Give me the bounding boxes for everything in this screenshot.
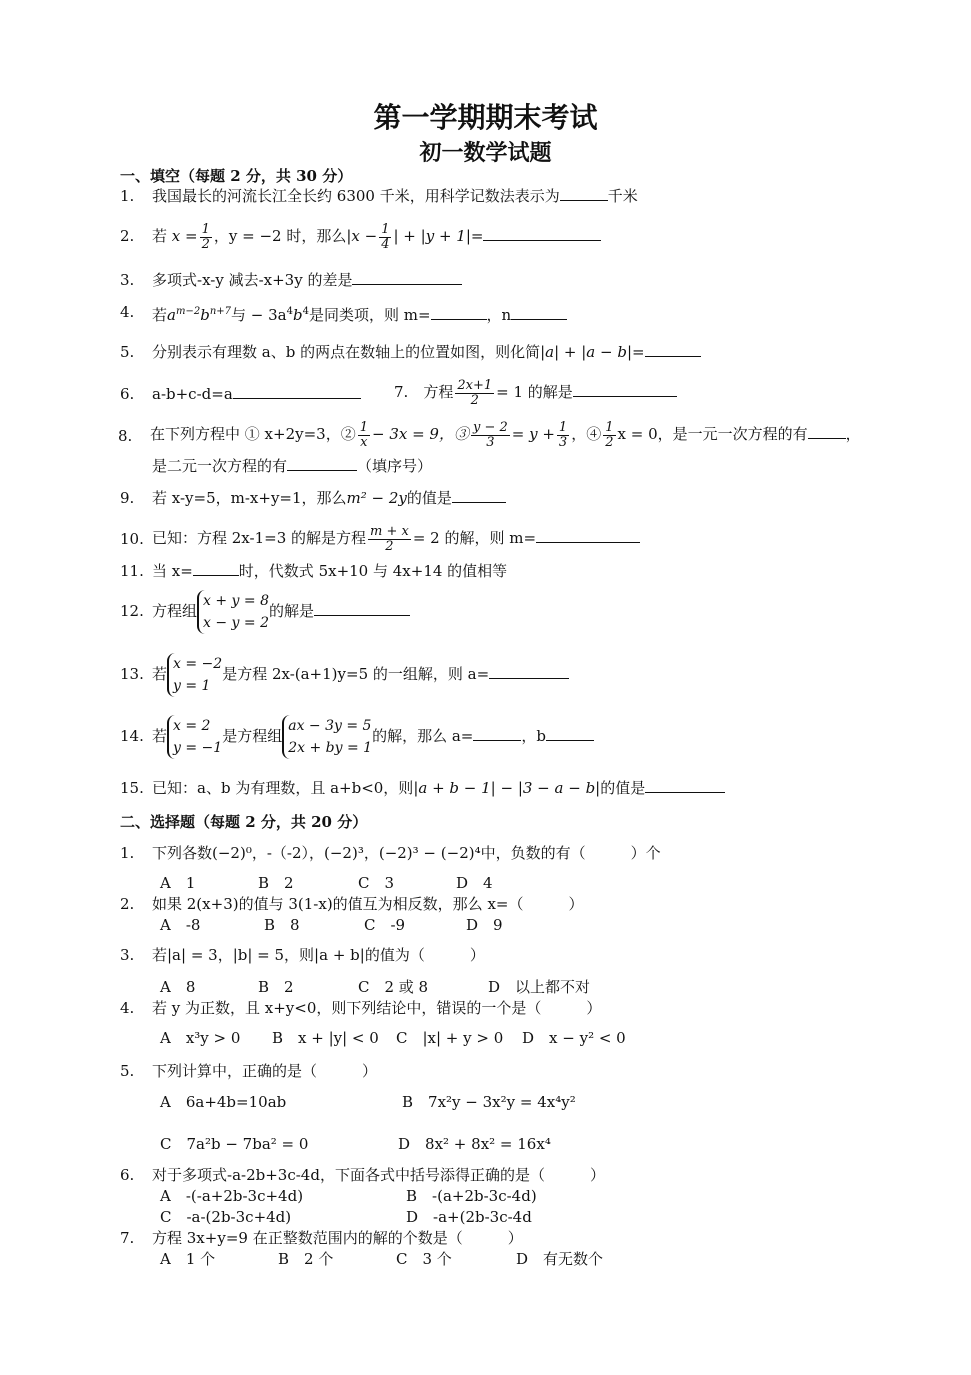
q4-blank-n[interactable] (511, 305, 567, 320)
q12-system (197, 590, 269, 634)
q15-blank[interactable] (645, 778, 725, 793)
q8-number: 8. (118, 427, 133, 445)
q2-expr2: | + |y + 1|= (393, 227, 484, 245)
c7-text: 方程 3x+y=9 在正整数范围内的解的个数是（ ） (152, 1229, 523, 1247)
c7-number: 7. (120, 1229, 135, 1247)
q4-b2: b (292, 306, 303, 324)
q10-text (152, 518, 640, 558)
q15-number: 15. (120, 779, 144, 797)
q11-number: 11. (120, 562, 144, 580)
q8-frac2 (471, 421, 510, 450)
q7-frac-num: 2x+1 (457, 377, 493, 393)
q8-pre: 在下列方程中 ① x+2y=3，② (150, 425, 356, 443)
q13-pre: 若 (152, 665, 168, 683)
c3-text: 若|a| = 3，|b| = 5，则|a + b|的值为（ ） (152, 946, 485, 964)
q8-frac3-num: 1 (558, 419, 568, 435)
q4-tail: 是同类项，则 m= (308, 306, 431, 324)
q12-eq2: x − y = 2 (203, 615, 269, 631)
q15-text (152, 778, 725, 798)
q14-tail: 的解，那么 a= (372, 727, 474, 745)
c2-option-d[interactable]: D 9 (466, 916, 503, 934)
c5-text: 下列计算中，正确的是（ ） (152, 1062, 378, 1080)
q14-eq2: y = −1 (173, 740, 223, 756)
c7-option-c[interactable]: C 3 个 (396, 1250, 452, 1268)
q7-text (394, 372, 677, 412)
exam-subtitle: 初一数学试题 (419, 140, 552, 166)
q14-eq4: 2x + by = 1 (288, 740, 373, 756)
q9-pre: 若 x-y=5，m-x+y=1，那么 (152, 489, 347, 507)
q5-text (152, 342, 701, 362)
q4-exp2: n+7 (209, 306, 231, 317)
q9-text (152, 488, 506, 508)
q2-expr1: |x − (346, 227, 378, 245)
q8-m3: ，④ (571, 425, 602, 443)
q9-expr: m² − 2y (346, 489, 407, 507)
q5-stem: 分别表示有理数 a、b 的两点在数轴上的位置如图，则化简 (152, 343, 541, 361)
q5-blank[interactable] (645, 342, 701, 357)
q4-exp4: 4 (302, 306, 309, 317)
q13-tail: 是方程 2x-(a+1)y=5 的一组解，则 a= (222, 665, 490, 683)
c2-option-a[interactable]: A -8 (160, 916, 201, 934)
q10-blank[interactable] (536, 528, 640, 543)
q11-tail: 时，代数式 5x+10 与 4x+14 的值相等 (238, 562, 508, 580)
q2-frac2-num: 1 (381, 221, 390, 237)
q2-frac1-num: 1 (201, 221, 210, 237)
q12-eq1: x + y = 8 (203, 593, 269, 609)
q2-frac2 (379, 223, 391, 252)
q6-text (152, 384, 361, 404)
q4-mid: 与 − 3a (231, 306, 287, 324)
c4-option-c[interactable]: C |x| + y > 0 (396, 1029, 504, 1047)
q4-a: a (167, 306, 176, 324)
c1-option-b[interactable]: B 2 (258, 874, 294, 892)
q13-eq1: x = −2 (173, 656, 223, 672)
q6-number: 6. (120, 385, 135, 403)
q8-frac3 (557, 421, 569, 450)
c6-option-c[interactable]: C -a-(2b-3c+4d) (160, 1208, 292, 1226)
q12-text (152, 586, 410, 636)
c1-number: 1. (120, 844, 135, 862)
q2-pre: 若 (152, 227, 168, 245)
q2-text (152, 217, 601, 255)
q8-frac4 (603, 421, 615, 450)
q11-pre: 当 x= (152, 562, 193, 580)
c6-option-d[interactable]: D -a+(2b-3c-4d (406, 1208, 532, 1226)
c7-option-a[interactable]: A 1 个 (160, 1250, 216, 1268)
c7-option-d[interactable]: D 有无数个 (516, 1250, 604, 1268)
q4-text (152, 302, 567, 325)
q12-pre: 方程组 (152, 602, 198, 620)
section1-heading: 一、填空（每题 2 分，共 30 分） (120, 167, 353, 185)
exam-title: 第一学期期末考试 (373, 101, 598, 134)
c7-option-b[interactable]: B 2 个 (278, 1250, 334, 1268)
q1-number: 1. (120, 187, 135, 205)
q2-blank[interactable] (483, 226, 601, 241)
c1-option-d[interactable]: D 4 (456, 874, 493, 892)
q4-blank-m[interactable] (431, 305, 487, 320)
q8-hint: （填序号） (357, 457, 433, 475)
q3-stem: 多项式-x-y 减去-x+3y 的差是 (152, 271, 353, 289)
q1-blank[interactable] (560, 186, 608, 201)
q15-tail: 的值是 (600, 779, 646, 797)
q7-frac-den: 2 (470, 392, 479, 408)
q15-pre: 已知：a、b 为有理数，且 a+b<0，则 (152, 779, 414, 797)
q5-number: 5. (120, 343, 135, 361)
c4-option-b[interactable]: B x + |y| < 0 (272, 1029, 379, 1047)
q13-blank[interactable] (489, 664, 569, 679)
q9-number: 9. (120, 489, 135, 507)
q8-comma: ， (845, 425, 861, 443)
q7-tail: = 1 的解是 (496, 383, 573, 401)
q4-b: b (200, 306, 210, 324)
q14-pre: 若 (152, 727, 168, 745)
q8-m1: − 3x = 9，③ (371, 425, 469, 443)
q8-m4: x = 0，是一元一次方程的有 (617, 425, 808, 443)
q1-stem: 我国最长的河流长江全长约 6300 千米，用科学记数法表示为 (152, 187, 560, 205)
c2-option-b[interactable]: B 8 (264, 916, 300, 934)
c2-number: 2. (120, 895, 135, 913)
q8-line2 (152, 456, 432, 476)
q14-number: 14. (120, 727, 144, 745)
q2-mid: ，y = −2 时，那么 (213, 227, 347, 245)
q3-blank[interactable] (352, 270, 462, 285)
q4-exp3: 4 (286, 306, 293, 317)
q8-blank1[interactable] (808, 424, 846, 439)
c1-option-c[interactable]: C 3 (358, 874, 395, 892)
c4-option-a[interactable]: A x³y > 0 (160, 1029, 241, 1047)
q1-text (152, 186, 638, 206)
q14-mid: 是方程组 (222, 727, 283, 745)
c4-option-d[interactable]: D x − y² < 0 (522, 1029, 626, 1047)
q2-frac2-den: 4 (381, 236, 390, 252)
q8-frac4-num: 1 (605, 419, 614, 435)
q8-frac1-num: 1 (359, 419, 368, 435)
q15-expr: |a + b − 1| − |3 − a − b| (413, 779, 601, 797)
c6-option-a[interactable]: A -(-a+2b-3c+4d) (160, 1187, 304, 1205)
c2-option-c[interactable]: C -9 (364, 916, 406, 934)
q13-text (152, 649, 569, 699)
q4-pre: 若 (152, 306, 168, 324)
q2-frac1-den: 2 (201, 236, 210, 252)
q14-eq1: x = 2 (173, 718, 211, 734)
q14-system2 (282, 715, 372, 759)
q11-text (152, 561, 507, 581)
q8-frac1-den: x (360, 434, 368, 450)
q13-number: 13. (120, 665, 144, 683)
q8-line2-text: 是二元一次方程的有 (152, 457, 288, 475)
q12-number: 12. (120, 602, 144, 620)
q10-frac (368, 525, 411, 554)
q6-blank[interactable] (233, 384, 361, 399)
q9-tail: 的值是 (406, 489, 452, 507)
q2-frac1 (200, 223, 212, 252)
c3-number: 3. (120, 946, 135, 964)
q10-frac-num: m + x (370, 523, 409, 539)
q8-frac2-den: 3 (486, 434, 495, 450)
q10-frac-den: 2 (385, 538, 394, 554)
q3-number: 3. (120, 271, 135, 289)
q14-eq3: ax − 3y = 5 (288, 718, 372, 734)
q8-frac3-den: 3 (558, 434, 568, 450)
c3-option-b[interactable]: B 2 (258, 978, 294, 996)
q13-eq2: y = 1 (173, 678, 211, 694)
c1-option-a[interactable]: A 1 (160, 874, 196, 892)
q14-b-label: ，b (521, 727, 546, 745)
q10-number: 10. (120, 530, 144, 548)
q7-blank[interactable] (573, 382, 677, 397)
c5-option-c[interactable]: C 7a²b − 7ba² = 0 (160, 1135, 309, 1153)
c1-text: 下列各数(−2)⁰，-（-2），(−2)³，(−2)³ − (−2)⁴中，负数的有（ ）个 (152, 844, 661, 862)
q7-pre: 方程 (423, 383, 454, 401)
q10-tail: = 2 的解，则 m= (412, 529, 537, 547)
q7-frac (455, 379, 494, 408)
q3-text (152, 270, 462, 290)
section2-heading: 二、选择题（每题 2 分，共 20 分） (120, 813, 368, 831)
q4-exp1: m−2 (175, 306, 201, 317)
c4-number: 4. (120, 999, 135, 1017)
q14-blank-b[interactable] (546, 726, 594, 741)
c3-option-d[interactable]: D 以上都不对 (488, 978, 591, 996)
c5-option-d[interactable]: D 8x² + 8x² = 16x⁴ (398, 1135, 551, 1153)
q12-tail: 的解是 (269, 602, 315, 620)
q5-expr: |a| + |a − b|= (540, 343, 645, 361)
q2-x: x = (171, 227, 198, 245)
q8-m2: = y + (511, 425, 555, 443)
q8-frac1 (358, 421, 370, 450)
q9-blank[interactable] (452, 488, 506, 503)
q6-stem: a-b+c-d=a (152, 385, 233, 403)
q14-text (152, 711, 594, 761)
c5-option-a[interactable]: A 6a+4b=10ab (160, 1093, 287, 1111)
c6-text: 对于多项式-a-2b+3c-4d，下面各式中括号添得正确的是（ ） (152, 1166, 605, 1184)
q13-system (167, 653, 222, 697)
q12-blank[interactable] (314, 601, 410, 616)
c6-number: 6. (120, 1166, 135, 1184)
q8-frac4-den: 2 (605, 434, 614, 450)
c6-option-b[interactable]: B -(a+2b-3c-4d) (406, 1187, 537, 1205)
q2-number: 2. (120, 227, 135, 245)
c5-number: 5. (120, 1062, 135, 1080)
q4-n-label: ，n (486, 306, 512, 324)
q10-pre: 已知：方程 2x-1=3 的解是方程 (152, 529, 367, 547)
q8-frac2-num: y − 2 (472, 419, 508, 435)
c3-option-a[interactable]: A 8 (160, 978, 196, 996)
q8-text (150, 414, 861, 454)
q1-unit: 千米 (607, 187, 638, 205)
c5-option-b[interactable]: B 7x²y − 3x²y = 4x⁴y² (402, 1093, 576, 1111)
q14-system1 (167, 715, 222, 759)
q11-blank[interactable] (193, 561, 239, 576)
q4-number: 4. (120, 303, 135, 321)
q8-blank2[interactable] (287, 456, 357, 471)
c3-option-c[interactable]: C 2 或 8 (358, 978, 429, 996)
q14-blank-a[interactable] (473, 726, 521, 741)
c2-text: 如果 2(x+3)的值与 3(1-x)的值互为相反数，那么 x=（ ） (152, 895, 584, 913)
q7-number: 7. (394, 383, 409, 401)
c4-text: 若 y 为正数，且 x+y<0，则下列结论中，错误的一个是（ ） (152, 999, 602, 1017)
